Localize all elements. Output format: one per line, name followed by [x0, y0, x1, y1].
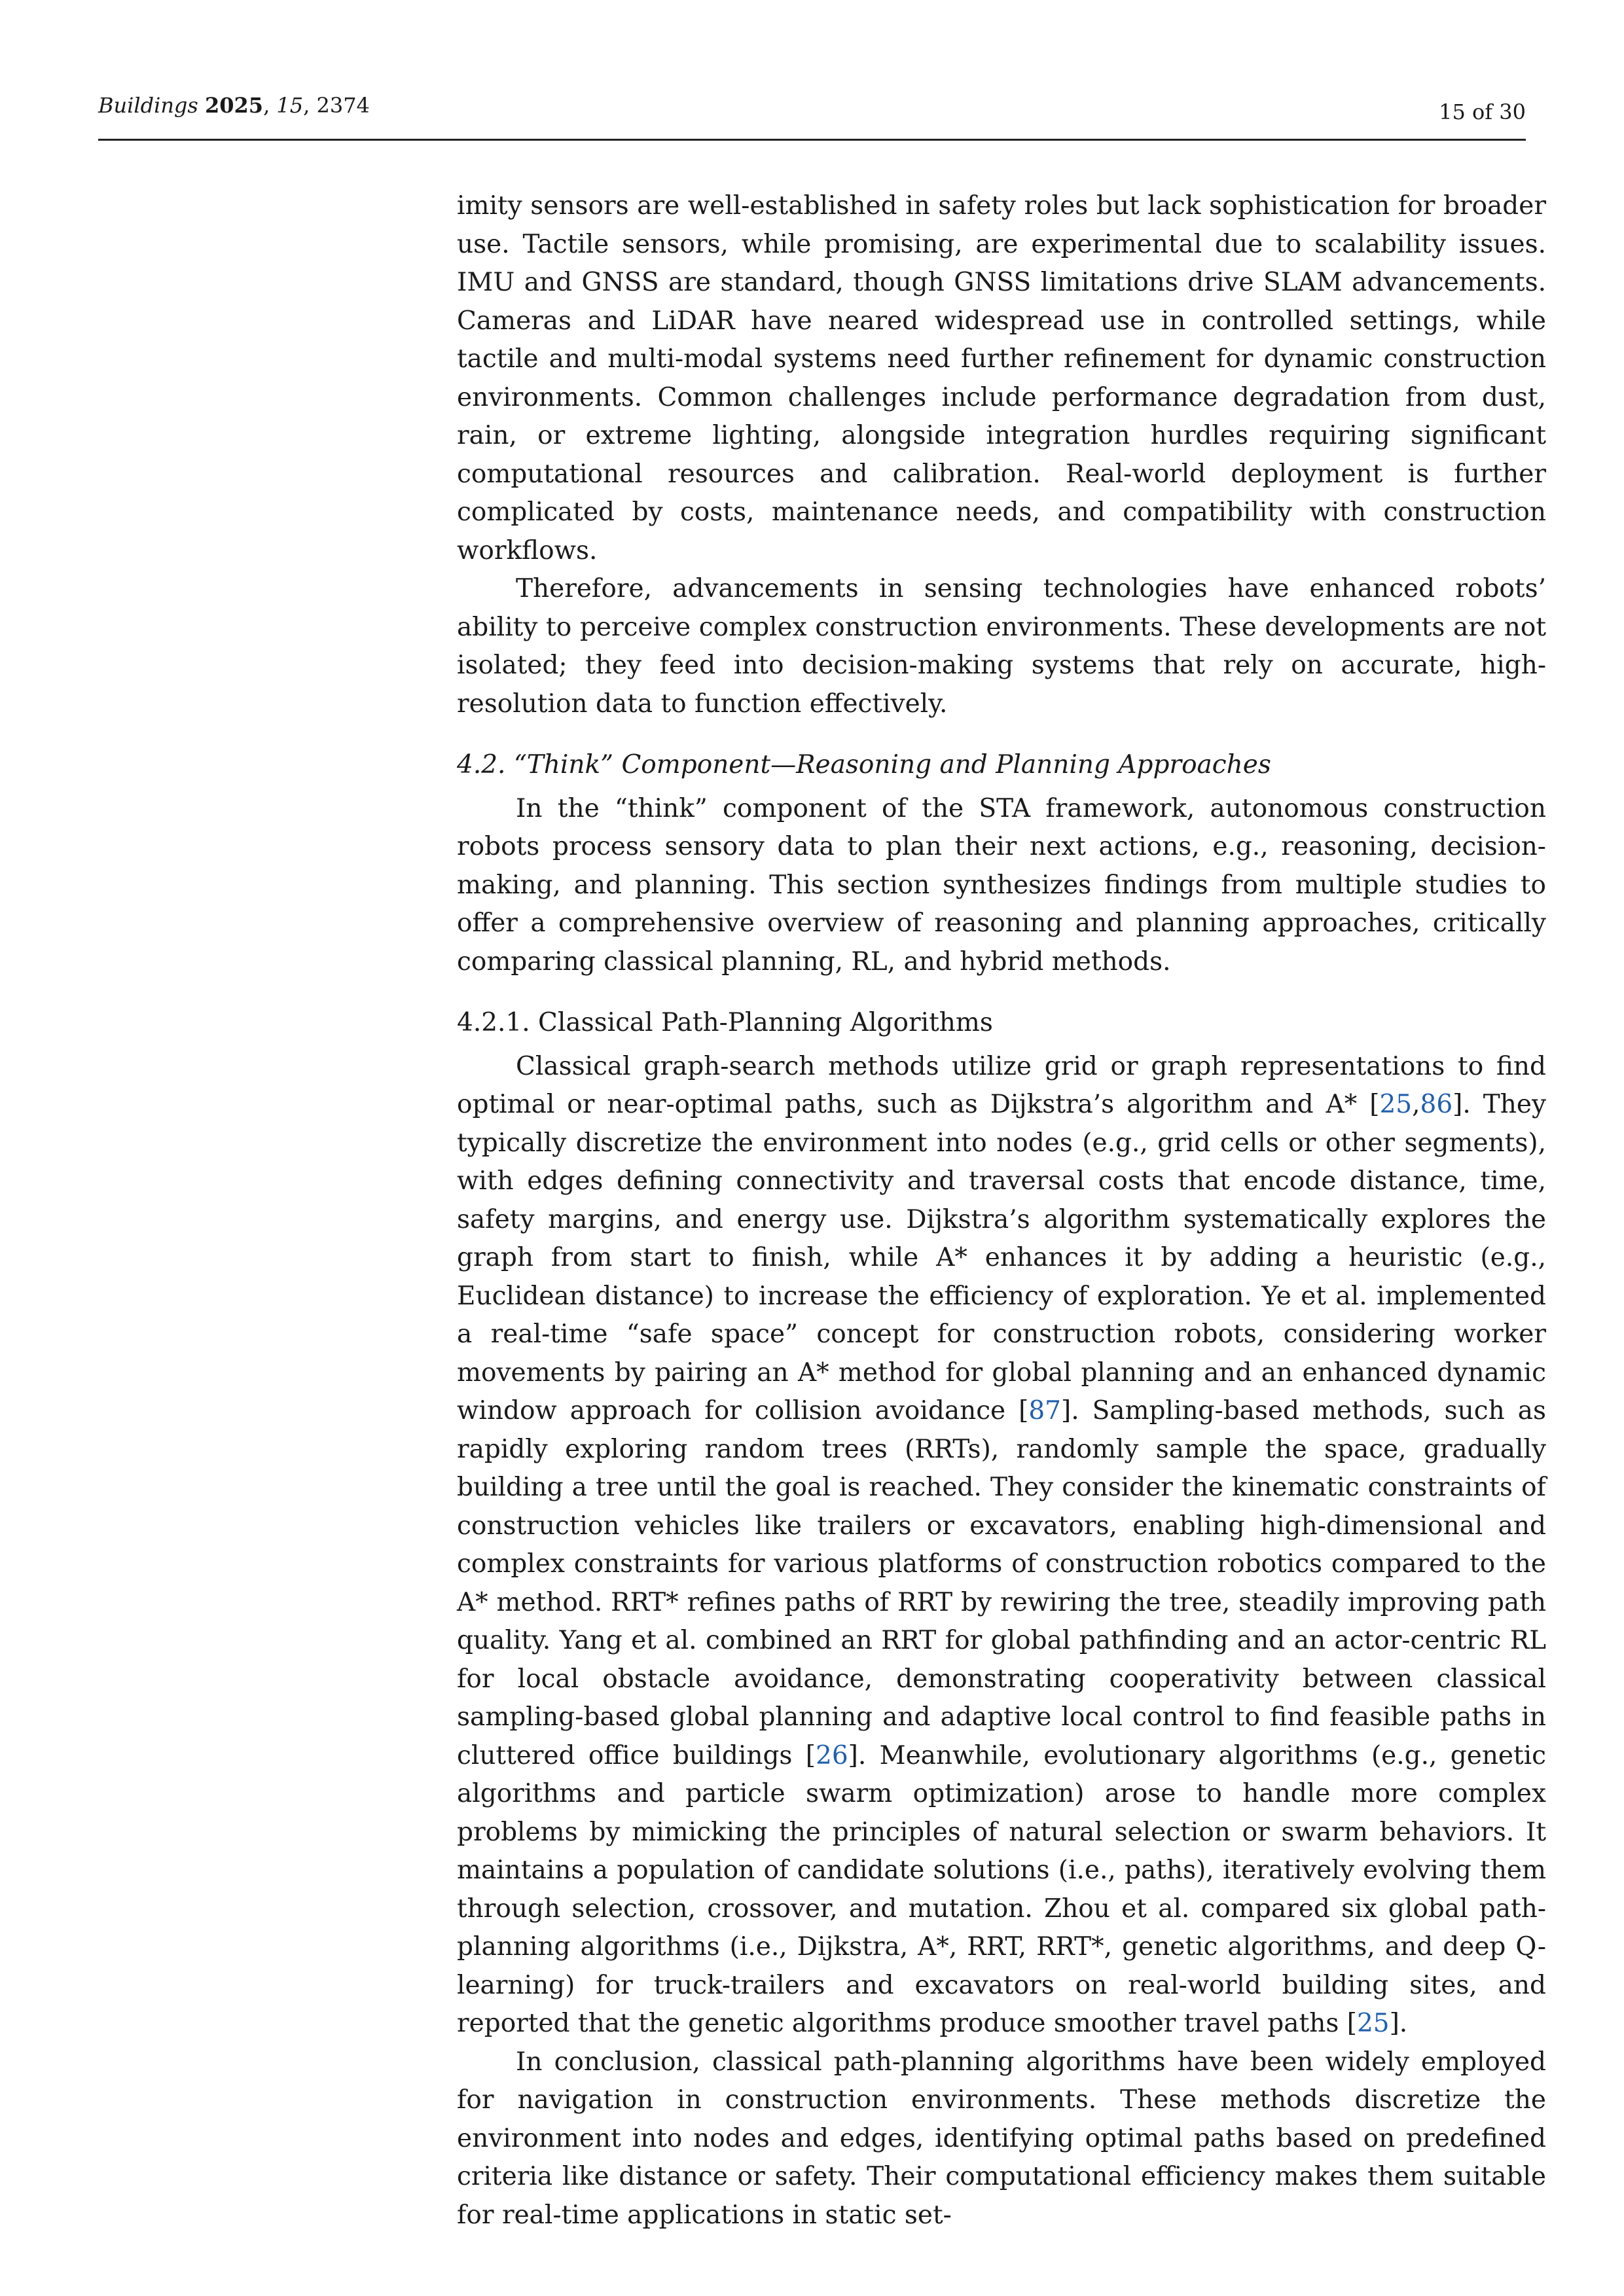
- paragraph-sensing-advancements: Therefore, advancements in sensing technologies have enhanced robots’ ability to perceive complex construction environments. These developments are not isolated; they feed into decision-making systems that rely on accurate, high-resolution data to function effectively.: [457, 574, 1546, 719]
- body-text: [457, 187, 1546, 2234]
- citation-link-26[interactable]: 26: [816, 1740, 848, 1770]
- subsection-heading-classical-path-planning: 4.2.1. Classical Path-Planning Algorithms: [457, 1008, 993, 1037]
- paragraph-classical-methods: Classical graph-search methods utilize grid or graph representations to find optimal or near-optimal paths, such as Dijkstra’s algorithm and A* [25,86]. They typically discretize the environment into nodes (e.g., grid cells or other segments), with edges defining connectivity and traversal costs that encode distance, time, safety margins, and energy use. Dijkstra’s algorithm systematically explores the graph from start to finish, while A* enhances it by adding a heuristic (e.g., Euclidean distance) to increase the efficiency of exploration. Ye et al. implemented a real-time “safe space” concept for construction robots, considering worker movements by pairing an A* method for global planning and an enhanced dynamic window approach for collision avoidance [87]. Sampling-based methods, such as rapidly exploring random trees (RRTs), randomly sample the space, gradually building a tree until the goal is reached. They consider the kinematic constraints of construction vehicles like trailers or excavators, enabling high-dimensional and complex constraints for various platforms of construction robotics compared to the A* method. RRT* refines paths of RRT by rewiring the tree, steadily improving path quality. Yang et al. combined an RRT for global pathfinding and an actor-centric RL for local obstacle avoidance, demonstrating cooperativity between classical sampling-based global planning and adaptive local control to find feasible paths in cluttered office buildings [26]. Meanwhile, evolutionary algorithms (e.g., genetic algorithms and particle swarm optimization) arose to handle more complex problems by mimicking the principles of natural selection or swarm behaviors. It maintains a population of candidate solutions (i.e., paths), iteratively evolving them through selection, crossover, and mutation. Zhou et al. compared six global path-planning algorithms (i.e., Dijkstra, A*, RRT, RRT*, genetic algorithms, and deep Q-learning) for truck-trailers and excavators on real-world building sites, and reported that the genetic algorithms produce smoother travel paths [25].: [457, 1051, 1547, 2038]
- journal-year: 2025: [205, 93, 264, 118]
- citation-link-87[interactable]: 87: [1028, 1396, 1061, 1426]
- citation-link-86[interactable]: 86: [1420, 1090, 1453, 1119]
- paragraph-conclusion: In conclusion, classical path-planning algorithms have been widely employed for navigation in construction environments. These methods discretize the environment into nodes and edges, identifying optimal paths based on predefined criteria like distance or safety. Their computational efficiency makes them suitable for real-time applications in static set-: [457, 2047, 1546, 2230]
- article-number: 2374: [316, 93, 370, 118]
- page-header: [98, 93, 1526, 141]
- journal-citation: Buildings 2025, 15, 2374: [98, 93, 370, 118]
- page-number: 15 of 30: [1439, 99, 1526, 124]
- journal-volume: 15: [276, 93, 304, 118]
- journal-name: Buildings: [98, 93, 198, 118]
- citation-link-25-second[interactable]: 25: [1356, 2009, 1390, 2038]
- paragraph-sensors-summary: imity sensors are well-established in safety roles but lack sophistication for broader use. Tactile sensors, while promising, are experimental due to scalability issues. IMU and GNSS are standard, though GNSS limitations drive SLAM advancements. Cameras and LiDAR have neared widespread use in controlled settings, while tactile and multi-modal systems need further refinement for dynamic construction environments. Common challenges include performance degradation from dust, rain, or extreme lighting, alongside integration hurdles requiring significant computational resources and calibration. Real-world deployment is further complicated by costs, maintenance needs, and compatibility with construction workflows.: [457, 191, 1546, 565]
- section-heading-think-component: 4.2. “Think” Component—Reasoning and Planning Approaches: [457, 750, 1271, 780]
- citation-link-25[interactable]: 25: [1379, 1090, 1413, 1119]
- paragraph-think-intro: In the “think” component of the STA framework, autonomous construction robots process sensory data to plan their next actions, e.g., reasoning, decision-making, and planning. This section synthesizes findings from multiple studies to offer a comprehensive overview of reasoning and planning approaches, critically comparing classical planning, RL, and hybrid methods.: [457, 793, 1546, 977]
